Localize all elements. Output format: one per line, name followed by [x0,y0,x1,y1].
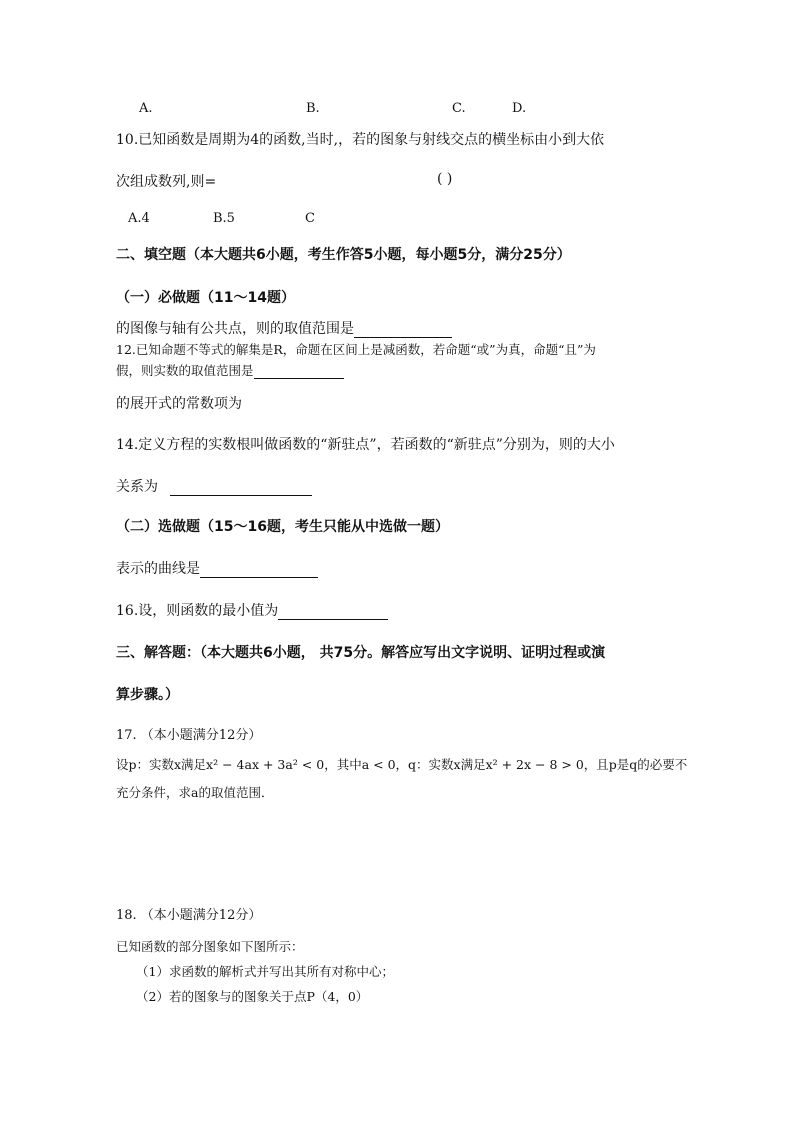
question-13: 的展开式的常数项为 [116,396,242,412]
subsection-heading: （二）选做题（15～16题，考生只能从中选做一题） [116,519,449,535]
question-14-line2 [116,476,312,496]
question-17-line2: 充分条件，求a的取值范围． [116,785,274,800]
section-heading-line2: 算步骤。） [116,687,179,703]
question-18-part1: （1）求函数的解析式并写出其所有对称中心； [136,964,394,979]
question-17-line1: 设p：实数x满足x² − 4ax + 3a² < 0，其中a < 0，q：实数x满足x² + 2x − 8 > 0，且p是q的必要不 [116,757,688,772]
question-18-intro: 已知函数的部分图象如下图所示： [116,939,304,954]
option-b: B. [306,101,320,116]
option-a: A. [139,101,153,116]
question-15-text: 表示的曲线是 [116,561,200,577]
question-12-line2 [116,361,344,379]
question-11-text: 的图像与轴有公共点，则的取值范围是 [116,321,354,337]
question-16 [116,600,388,620]
question-12-text: 假，则实数的取值范围是 [116,363,254,378]
question-14-line1: 14.定义方程的实数根叫做函数的“新驻点”，若函数的“新驻点”分别为，则的大小 [116,437,615,453]
question-18-part2: （2）若的图象与的图象关于点P（4，0） [136,989,369,1004]
option-d: D. [512,101,527,116]
answer-blank[interactable] [200,563,318,578]
section-heading: 二、填空题（本大题共6小题，考生作答5小题，每小题5分，满分25分） [116,247,571,263]
answer-blank[interactable] [278,605,388,620]
question-14-text: 关系为 [116,479,158,495]
option-c: C. [452,101,466,116]
answer-blank[interactable] [354,323,452,338]
answer-blank[interactable] [170,481,312,496]
question-11 [116,318,452,338]
answer-paren: ( ) [437,171,453,187]
question-18-title: 18. （本小题满分12分） [116,908,262,923]
section-heading-line1: 三、解答题：（本大题共6小题， 共75分。解答应写出文字说明、证明过程或演 [116,645,606,661]
answer-blank[interactable] [254,364,344,379]
question-17-title: 17. （本小题满分12分） [116,728,262,743]
subsection-heading: （一）必做题（11～14题） [116,290,295,306]
option-c: C [305,211,315,226]
option-b: B.5 [213,211,235,226]
option-a: A.4 [128,211,150,226]
question-10-line1: 10.已知函数是周期为4的函数,当时,，若的图象与射线交点的横坐标由小到大依 [116,132,605,148]
question-16-text: 16.设，则函数的最小值为 [116,603,279,619]
question-12-line1: 12.已知命题不等式的解集是R，命题在区间上是减函数，若命题“或”为真，命题“且”为 [116,342,596,357]
question-15 [116,558,318,578]
question-10-line2: 次组成数列,则= [116,174,217,190]
